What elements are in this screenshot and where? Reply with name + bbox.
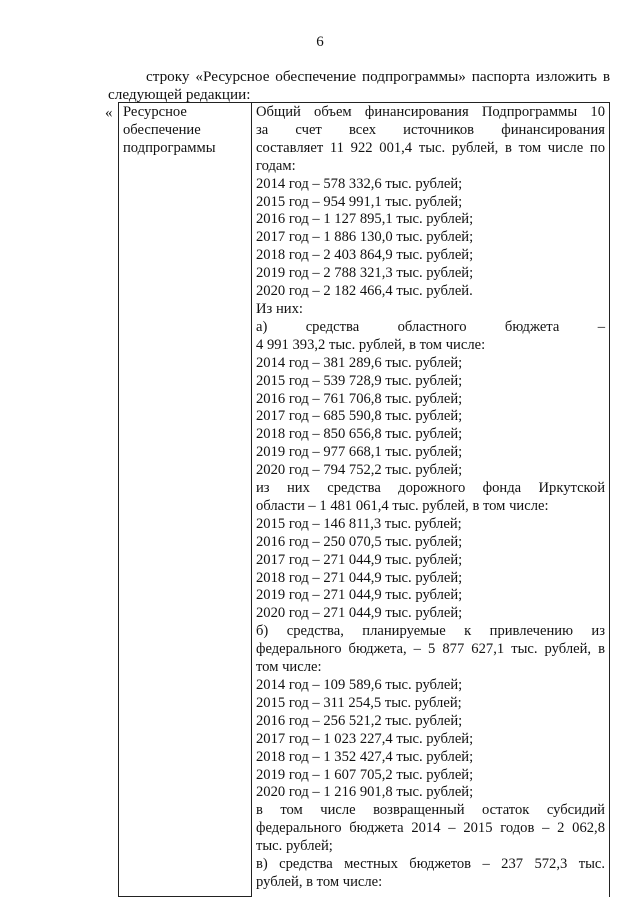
- content-line: 2015 год – 146 811,3 тыс. рублей;: [256, 515, 462, 532]
- content-line: 2014 год – 578 332,6 тыс. рублей;: [256, 175, 463, 192]
- intro-line-2: следующей редакции:: [108, 86, 251, 103]
- content-line: том числе:: [256, 659, 322, 676]
- content-line: 2019 год – 271 044,9 тыс. рублей;: [256, 587, 463, 604]
- label-line: обеспечение: [123, 121, 201, 138]
- content-line: 2018 год – 1 352 427,4 тыс. рублей;: [256, 748, 474, 765]
- content-line: 2019 год – 2 788 321,3 тыс. рублей;: [256, 265, 474, 282]
- content-line: 2016 год – 250 070,5 тыс. рублей;: [256, 533, 463, 550]
- table-row: [119, 103, 610, 897]
- content-line: федерального бюджета, – 5 877 627,1 тыс. рублей, в: [256, 641, 605, 658]
- content-line: 2019 год – 1 607 705,2 тыс. рублей;: [256, 766, 474, 783]
- intro-line-1: строку «Ресурсное обеспечение подпрограммы» паспорта изложить в: [146, 68, 610, 85]
- content-line: Из них:: [256, 300, 303, 317]
- content-line: 2017 год – 1 886 130,0 тыс. рублей;: [256, 229, 474, 246]
- content-line: 2015 год – 954 991,1 тыс. рублей;: [256, 193, 463, 210]
- content-cell: [252, 103, 610, 897]
- label-line: подпрограммы: [123, 139, 216, 156]
- content-line: 2014 год – 109 589,6 тыс. рублей;: [256, 677, 463, 693]
- content-line: б) средства, планируемые к привлечению из: [256, 623, 605, 640]
- intro-paragraph: [108, 68, 610, 104]
- content-line: годам:: [256, 157, 296, 174]
- passport-table: [118, 102, 610, 897]
- content-line: 2020 год – 1 216 901,8 тыс. рублей;: [256, 784, 474, 801]
- content-line: 2020 год – 271 044,9 тыс. рублей;: [256, 605, 463, 622]
- content-line: 2015 год – 539 728,9 тыс. рублей;: [256, 372, 463, 389]
- content-line: 2017 год – 1 023 227,4 тыс. рублей;: [256, 730, 474, 747]
- cell-tail: [256, 892, 605, 896]
- label-line: Ресурсное: [123, 104, 187, 120]
- content-line: 2020 год – 2 182 466,4 тыс. рублей.: [256, 283, 473, 300]
- content-line: в том числе возвращенный остаток субсидий: [256, 802, 605, 819]
- content-line: области – 1 481 061,4 тыс. рублей, в том числе:: [256, 497, 549, 514]
- content-line: федерального бюджета 2014 – 2015 годов – 2 062,8: [256, 820, 605, 837]
- content-line: 2019 год – 977 668,1 тыс. рублей;: [256, 444, 463, 461]
- content-line: 2018 год – 850 656,8 тыс. рублей;: [256, 426, 463, 443]
- content-line: в) средства местных бюджетов – 237 572,3 тыс.: [256, 856, 605, 873]
- content-line: из них средства дорожного фонда Иркутской: [256, 480, 605, 497]
- content-line: Общий объем финансирования Подпрограммы 10: [256, 104, 605, 120]
- content-line: 2016 год – 1 127 895,1 тыс. рублей;: [256, 211, 474, 228]
- label-cell: [119, 103, 252, 897]
- content-line: 2017 год – 685 590,8 тыс. рублей;: [256, 408, 463, 425]
- content-line: а) средства областного бюджета –: [256, 318, 605, 335]
- content-line: 2018 год – 271 044,9 тыс. рублей;: [256, 569, 463, 586]
- content-line: тыс. рублей;: [256, 838, 333, 855]
- content-line: 4 991 393,2 тыс. рублей, в том числе:: [256, 336, 486, 353]
- page-number: 6: [316, 34, 324, 50]
- content-line: рублей, в том числе:: [256, 873, 383, 890]
- content-line: 2016 год – 256 521,2 тыс. рублей;: [256, 712, 463, 729]
- content-line: 2014 год – 381 289,6 тыс. рублей;: [256, 354, 463, 371]
- content-line: 2018 год – 2 403 864,9 тыс. рублей;: [256, 247, 474, 264]
- content-line: за счет всех источников финансирования: [256, 121, 605, 138]
- content-line: 2017 год – 271 044,9 тыс. рублей;: [256, 551, 463, 568]
- content-line: 2016 год – 761 706,8 тыс. рублей;: [256, 390, 463, 407]
- opening-quote: «: [105, 105, 113, 121]
- content-line: 2020 год – 794 752,2 тыс. рублей;: [256, 462, 463, 479]
- content-line: 2015 год – 311 254,5 тыс. рублей;: [256, 694, 462, 711]
- content-line: составляет 11 922 001,4 тыс. рублей, в том числе по: [256, 139, 605, 156]
